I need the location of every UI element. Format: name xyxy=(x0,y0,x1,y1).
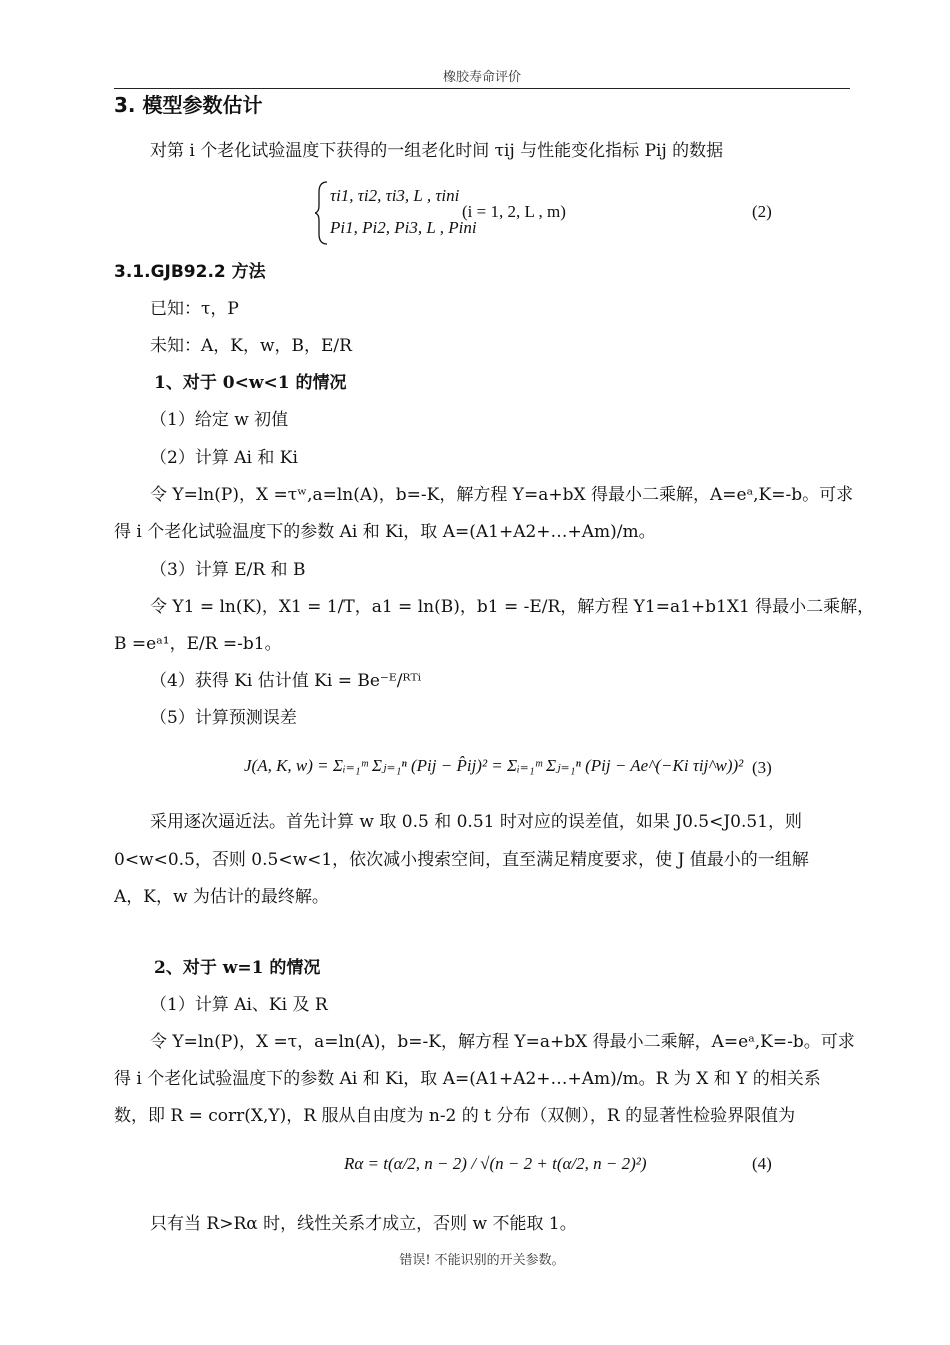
case-2-heading: 2、对于 w=1 的情况 xyxy=(154,958,321,978)
paragraph-4-line-1: 令 Y=ln(P)，X =τ，a=ln(A)，b=-K，解方程 Y=a+bX 得最小二乘解，A=eᵃ,K=-b。可求 xyxy=(150,1032,855,1052)
unknown-line: 未知：A，K，w，B，E/R xyxy=(150,336,352,356)
paragraph-5: 只有当 R>Rα 时，线性关系才成立，否则 w 不能取 1。 xyxy=(150,1214,577,1234)
equation-2-number: (2) xyxy=(752,202,772,221)
equation-4: Rα = t(α/2, n − 2) / √(n − 2 + t(α/2, n − 2)²) xyxy=(344,1154,647,1173)
equation-3: J(A, K, w) = Σᵢ₌₁ᵐ Σⱼ₌₁ⁿ (Pij − P̂ij)² = Σᵢ₌₁ᵐ Σⱼ₌₁ⁿ (Pij − Ae^(−Ki τij^w))² xyxy=(244,756,744,775)
section-3-heading: 3. 模型参数估计 xyxy=(114,93,263,117)
step-2: （2）计算 Ai 和 Ki xyxy=(150,448,298,468)
paragraph-1-line-1: 令 Y=ln(P)，X =τʷ,a=ln(A)，b=-K，解方程 Y=a+bX 得最小二乘解，A=eᵃ,K=-b。可求 xyxy=(150,485,854,505)
equation-2-row-2: Pi1, Pi2, Pi3, L , Pini xyxy=(330,218,477,237)
equation-2-row-1: τi1, τi2, τi3, L , τini xyxy=(330,186,460,205)
paragraph-1-line-2: 得 i 个老化试验温度下的参数 Ai 和 Ki，取 A=(A1+A2+…+Am)/m。 xyxy=(114,522,656,542)
page-footer: 错误! 不能识别的开关参数。 xyxy=(399,1253,565,1268)
equation-3-number: (3) xyxy=(752,758,772,777)
running-header: 橡胶寿命评价 xyxy=(442,70,521,85)
paragraph-3-line-2: 0<w<0.5，否则 0.5<w<1，依次减小搜索空间，直至满足精度要求，使 J 值最小的一组解 xyxy=(114,850,809,870)
intro-paragraph: 对第 i 个老化试验温度下获得的一组老化时间 τij 与性能变化指标 Pij 的数据 xyxy=(150,141,724,161)
equation-2-condition: (i = 1, 2, L , m) xyxy=(462,202,566,221)
section-3-1-heading: 3.1.GJB92.2 方法 xyxy=(114,262,266,282)
known-line: 已知：τ，P xyxy=(150,299,239,319)
paragraph-3-line-1: 采用逐次逼近法。首先计算 w 取 0.5 和 0.51 时对应的误差值，如果 J0.5<J0.51，则 xyxy=(150,812,803,832)
paragraph-3-line-3: A，K，w 为估计的最终解。 xyxy=(114,887,329,907)
paragraph-2-line-2: B =eᵃ¹，E/R =-b1。 xyxy=(114,634,282,654)
step-5: （5）计算预测误差 xyxy=(150,708,297,728)
step-6: （1）计算 Ai、Ki 及 R xyxy=(150,995,328,1015)
paragraph-4-line-2: 得 i 个老化试验温度下的参数 Ai 和 Ki，取 A=(A1+A2+…+Am)/m。R 为 X 和 Y 的相关系 xyxy=(114,1069,821,1089)
equation-4-number: (4) xyxy=(752,1154,772,1173)
step-4: （4）获得 Ki 估计值 Ki = Be⁻ᴱ/ᴿᵀⁱ xyxy=(150,671,422,691)
paragraph-4-line-3: 数，即 R = corr(X,Y)，R 服从自由度为 n-2 的 t 分布（双侧），R 的显著性检验界限值为 xyxy=(114,1106,796,1126)
header-rule xyxy=(114,88,850,89)
paragraph-2-line-1: 令 Y1 = ln(K)，X1 = 1/T，a1 = ln(B)，b1 = -E/R，解方程 Y1=a1+b1X1 得最小二乘解， xyxy=(150,597,875,617)
case-1-heading: 1、对于 0<w<1 的情况 xyxy=(154,373,347,393)
step-3: （3）计算 E/R 和 B xyxy=(150,560,306,580)
step-1: （1）给定 w 初值 xyxy=(150,410,289,430)
